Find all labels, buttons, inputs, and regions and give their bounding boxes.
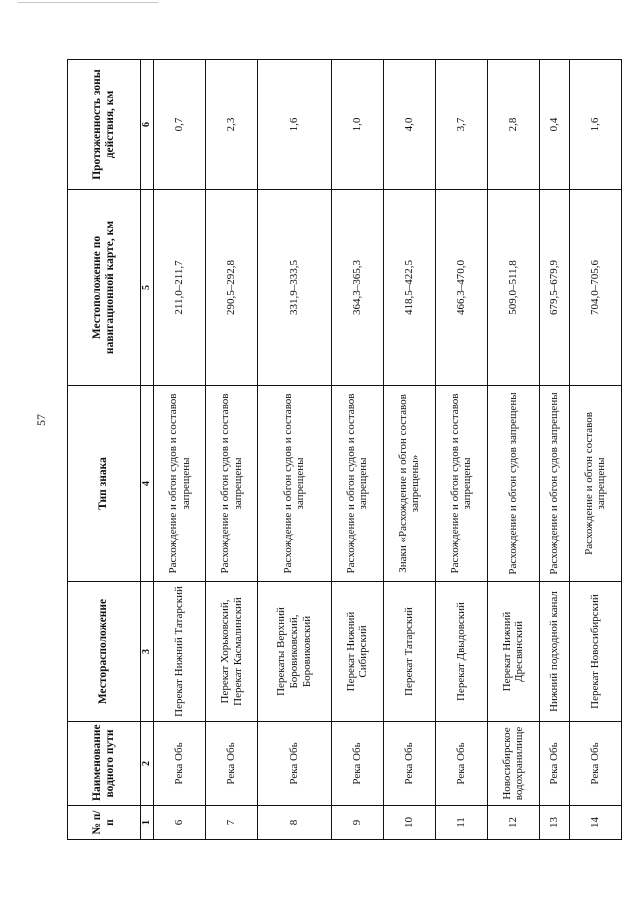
cell-sign-type: Расхождение и обгон судов запрещены — [487, 386, 539, 582]
table-row — [487, 60, 539, 840]
table-row — [258, 60, 332, 840]
cell-waterway: Новосибирское водохранилище — [487, 722, 539, 806]
scan-edge-mark — [18, 2, 158, 3]
cell-length: 2,8 — [487, 60, 539, 190]
cell-sign-type: Расхождение и обгон судов и составов запрещены — [331, 386, 383, 582]
table-row — [383, 60, 435, 840]
cell-length: 0,7 — [154, 60, 206, 190]
cell-map-km: 211,0–211,7 — [154, 190, 206, 386]
cell-map-km: 331,9–333,5 — [258, 190, 332, 386]
table-row — [331, 60, 383, 840]
cell-num: 14 — [569, 806, 621, 840]
cell-map-km: 290,5–292,8 — [206, 190, 258, 386]
cell-waterway: Река Обь — [383, 722, 435, 806]
cell-num: 10 — [383, 806, 435, 840]
cell-length: 3,7 — [435, 60, 487, 190]
cell-num: 6 — [154, 806, 206, 840]
column-number: 4 — [141, 386, 154, 582]
column-number: 2 — [141, 722, 154, 806]
cell-location: Нижний подходной канал — [539, 582, 569, 722]
cell-map-km: 704,0–705,6 — [569, 190, 621, 386]
cell-length: 2,3 — [206, 60, 258, 190]
cell-length: 1,6 — [258, 60, 332, 190]
header-waterway: Наименование водного пути — [68, 722, 141, 806]
header-map-km: Местоположение по навигационной карте, км — [68, 190, 141, 386]
cell-num: 8 — [258, 806, 332, 840]
cell-sign-type: Расхождение и обгон судов запрещены — [539, 386, 569, 582]
cell-map-km: 509,0–511,8 — [487, 190, 539, 386]
cell-waterway: Река Обь — [206, 722, 258, 806]
cell-num: 13 — [539, 806, 569, 840]
cell-length: 1,6 — [569, 60, 621, 190]
cell-location: Перекат Татарский — [383, 582, 435, 722]
cell-location: Перекат Нижний Татарский — [154, 582, 206, 722]
page-number: 57 — [34, 414, 48, 426]
cell-waterway: Река Обь — [258, 722, 332, 806]
cell-waterway: Река Обь — [331, 722, 383, 806]
data-table — [67, 59, 622, 840]
cell-location: Перекат Двыдовский — [435, 582, 487, 722]
table-row — [435, 60, 487, 840]
column-number: 6 — [141, 60, 154, 190]
cell-num: 9 — [331, 806, 383, 840]
cell-sign-type: Расхождение и обгон составов запрещены — [569, 386, 621, 582]
cell-location: Перекат Новосибирский — [569, 582, 621, 722]
cell-sign-type: Расхождение и обгон судов и составов запрещены — [435, 386, 487, 582]
cell-location: Перекаты Верхний Боровиковский, Боровиковский — [258, 582, 332, 722]
cell-location: Перекат Хорьковский, Перекат Касмалинский — [206, 582, 258, 722]
cell-waterway: Река Обь — [539, 722, 569, 806]
cell-map-km: 466,3–470,0 — [435, 190, 487, 386]
cell-map-km: 364,3–365,3 — [331, 190, 383, 386]
table-row — [569, 60, 621, 840]
cell-sign-type: Расхождение и обгон судов и составов запрещены — [154, 386, 206, 582]
column-number: 1 — [141, 806, 154, 840]
cell-length: 0,4 — [539, 60, 569, 190]
cell-sign-type: Расхождение и обгон судов и составов запрещены — [206, 386, 258, 582]
cell-sign-type: Расхождение и обгон судов и составов запрещены — [258, 386, 332, 582]
header-num: № п/п — [68, 806, 141, 840]
column-number: 3 — [141, 582, 154, 722]
column-number: 5 — [141, 190, 154, 386]
header-length: Протяженность зоны действия, км — [68, 60, 141, 190]
table-row — [154, 60, 206, 840]
cell-location: Перекат Нижний Сибирский — [331, 582, 383, 722]
cell-location: Перекат Нижний Дресвянский — [487, 582, 539, 722]
header-row — [68, 60, 141, 840]
cell-num: 7 — [206, 806, 258, 840]
data-table-rotated — [67, 60, 622, 840]
header-sign-type: Тип знака — [68, 386, 141, 582]
cell-waterway: Река Обь — [435, 722, 487, 806]
cell-waterway: Река Обь — [569, 722, 621, 806]
column-number-row — [141, 60, 154, 840]
table-row — [539, 60, 569, 840]
cell-map-km: 679,5–679,9 — [539, 190, 569, 386]
cell-num: 11 — [435, 806, 487, 840]
cell-waterway: Река Обь — [154, 722, 206, 806]
cell-sign-type: Знаки «Расхождение и обгон составов запрещены» — [383, 386, 435, 582]
cell-length: 4,0 — [383, 60, 435, 190]
cell-map-km: 418,5–422,5 — [383, 190, 435, 386]
cell-num: 12 — [487, 806, 539, 840]
table-row — [206, 60, 258, 840]
header-location: Месторасположение — [68, 582, 141, 722]
cell-length: 1,0 — [331, 60, 383, 190]
